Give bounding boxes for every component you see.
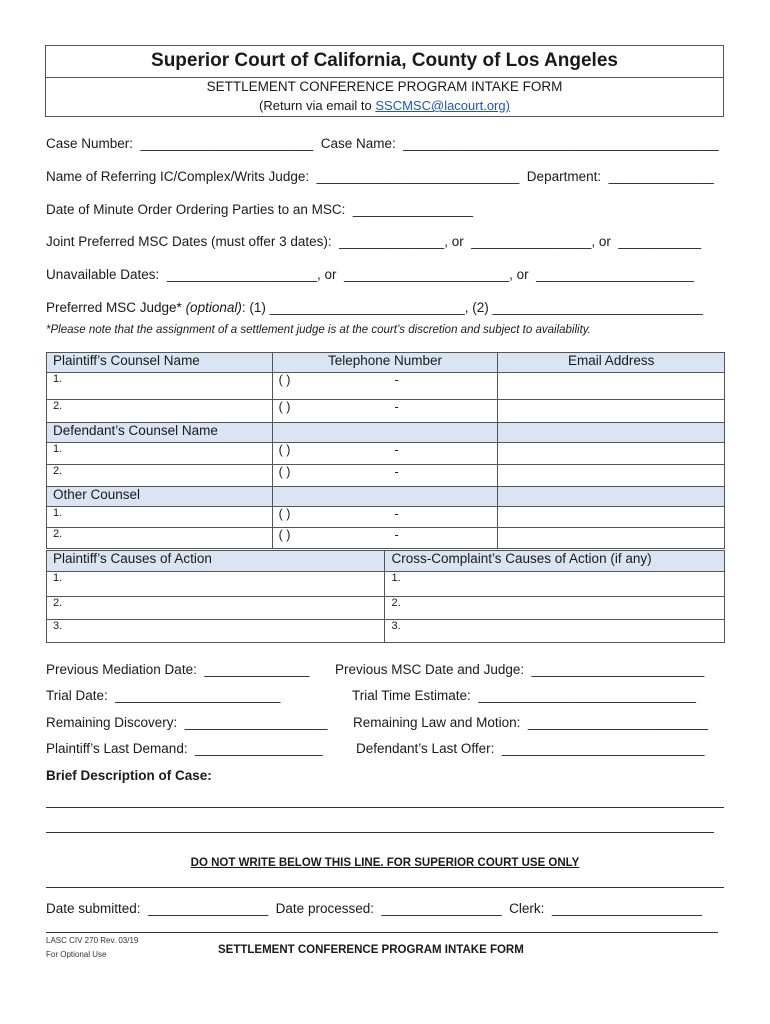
cross-complaint-causes-header: Cross-Complaint’s Causes of Action (if any) [385, 551, 725, 572]
phone-dash: - [394, 443, 399, 457]
other-email-1[interactable] [498, 507, 725, 528]
optional-use-label: For Optional Use [46, 950, 107, 959]
phone-dash: - [394, 465, 399, 479]
phone-area: ( ) [278, 507, 291, 521]
preferred-dates-field[interactable]: Joint Preferred MSC Dates (must offer 3 dates): ______________, or ________________, or ___________ [46, 234, 701, 249]
defendant-counsel-1[interactable]: 1. [47, 443, 273, 465]
defendant-counsel-header: Defendant’s Counsel Name [47, 423, 273, 443]
plaintiff-cause-2[interactable]: 2. [47, 597, 385, 620]
court-use-bottom-rule [46, 932, 718, 933]
minute-order-date-field[interactable]: Date of Minute Order Ordering Parties to an MSC: ________________ [46, 202, 474, 217]
defendant-email-1[interactable] [498, 443, 725, 465]
previous-msc-field[interactable]: Previous MSC Date and Judge: _______________________ [335, 662, 705, 677]
telephone-header: Telephone Number [272, 353, 498, 373]
return-prefix: (Return via email to [259, 98, 376, 113]
phone-dash: - [394, 400, 399, 414]
court-title: Superior Court of California, County of Los Angeles [151, 50, 618, 71]
causes-of-action-table [46, 550, 725, 643]
plaintiff-counsel-1[interactable]: 1. [47, 373, 273, 400]
other-counsel-header: Other Counsel [47, 487, 273, 507]
defendant-phone-1[interactable] [272, 443, 498, 465]
court-use-notice: DO NOT WRITE BELOW THIS LINE. FOR SUPERIOR COURT USE ONLY [190, 857, 580, 869]
remaining-discovery-field[interactable]: Remaining Discovery: ___________________ [46, 715, 328, 730]
defendant-email-2[interactable] [498, 465, 725, 487]
court-use-divider [46, 887, 724, 888]
preferred-judge-field[interactable] [46, 300, 703, 315]
plaintiff-email-2[interactable] [498, 400, 725, 423]
form-code: LASC CIV 270 Rev. 03/19 [46, 936, 139, 945]
plaintiff-phone-2[interactable] [272, 400, 498, 423]
plaintiff-last-demand-field[interactable]: Plaintiff’s Last Demand: _________________ [46, 741, 323, 756]
return-instructions [46, 98, 723, 113]
plaintiff-cause-1[interactable]: 1. [47, 572, 385, 597]
phone-dash: - [394, 373, 399, 387]
email-header: Email Address [498, 353, 725, 373]
plaintiff-phone-1[interactable] [272, 373, 498, 400]
description-line-2[interactable] [46, 832, 714, 833]
phone-area: ( ) [278, 528, 291, 542]
other-phone-1[interactable] [272, 507, 498, 528]
plaintiff-counsel-header: Plaintiff’s Counsel Name [47, 353, 273, 373]
preferred-judge-blanks[interactable]: : (1) __________________________, (2) ____________________________ [241, 300, 703, 315]
preferred-judge-label: Preferred MSC Judge* [46, 300, 186, 315]
defendant-last-offer-field[interactable]: Defendant’s Last Offer: ___________________________ [356, 741, 705, 756]
other-phone-2[interactable] [272, 528, 498, 549]
header-blank [498, 423, 725, 443]
other-counsel-2[interactable]: 2. [47, 528, 273, 549]
other-counsel-1[interactable]: 1. [47, 507, 273, 528]
phone-dash: - [394, 507, 399, 521]
cross-cause-1[interactable]: 1. [385, 572, 725, 597]
header-blank [272, 487, 498, 507]
phone-dash: - [394, 528, 399, 542]
counsel-table [46, 352, 725, 549]
brief-description-label: Brief Description of Case: [46, 768, 212, 783]
remaining-law-motion-field[interactable]: Remaining Law and Motion: ________________________ [353, 715, 709, 730]
cross-cause-2[interactable]: 2. [385, 597, 725, 620]
phone-area: ( ) [278, 465, 291, 479]
plaintiff-counsel-2[interactable]: 2. [47, 400, 273, 423]
case-number-field[interactable]: Case Number: _______________________ Case Name: __________________________________________ [46, 136, 719, 151]
referring-judge-field[interactable]: Name of Referring IC/Complex/Writs Judge: ___________________________ Department: ______________ [46, 169, 714, 184]
defendant-counsel-2[interactable]: 2. [47, 465, 273, 487]
previous-mediation-date-field[interactable]: Previous Mediation Date: ______________ [46, 662, 310, 677]
court-processing-fields[interactable]: Date submitted: ________________ Date processed: ________________ Clerk: ____________________ [46, 901, 703, 916]
phone-area: ( ) [278, 400, 291, 414]
unavailable-dates-field[interactable]: Unavailable Dates: ____________________, or ______________________, or _____________________ [46, 267, 694, 282]
form-title: SETTLEMENT CONFERENCE PROGRAM INTAKE FORM [206, 79, 563, 94]
return-email-link[interactable]: SSCMSC@lacourt.org) [375, 98, 510, 113]
phone-area: ( ) [278, 443, 291, 457]
plaintiff-email-1[interactable] [498, 373, 725, 400]
header-blank [498, 487, 725, 507]
header-blank [272, 423, 498, 443]
form-header [45, 45, 724, 117]
defendant-phone-2[interactable] [272, 465, 498, 487]
other-email-2[interactable] [498, 528, 725, 549]
trial-date-field[interactable]: Trial Date: ______________________ [46, 688, 281, 703]
plaintiff-cause-3[interactable]: 3. [47, 620, 385, 643]
description-line-1[interactable] [46, 807, 724, 808]
judge-assignment-note: *Please note that the assignment of a settlement judge is at the court’s discretion and subject to availability. [46, 324, 591, 336]
trial-time-estimate-field[interactable]: Trial Time Estimate: _____________________________ [352, 688, 697, 703]
footer-form-title: SETTLEMENT CONFERENCE PROGRAM INTAKE FORM [218, 944, 524, 956]
header-divider [46, 77, 723, 78]
plaintiff-causes-header: Plaintiff’s Causes of Action [47, 551, 385, 572]
optional-label: (optional) [185, 300, 242, 315]
phone-area: ( ) [278, 373, 291, 387]
cross-cause-3[interactable]: 3. [385, 620, 725, 643]
